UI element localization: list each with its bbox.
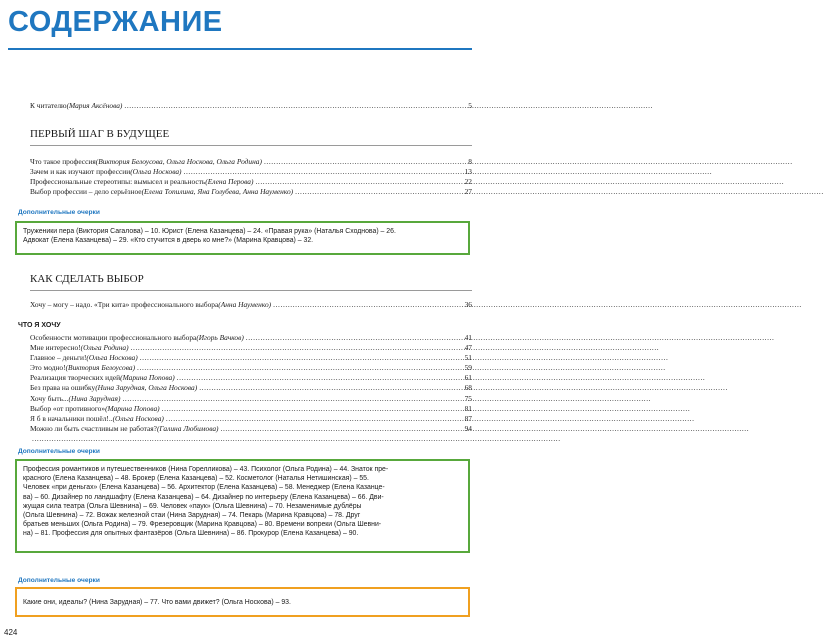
extra-essays-box: Труженики пера (Виктория Сагалова) – 10. Юрист (Елена Казанцева) – 24. «Правая рука» (Наталья Сходнова) – 26. Адвокат (Елена Казанцева) – 29. «Кто стучится в дверь ко мне?» (Марина Кравцова) – 32. (15, 221, 470, 255)
toc-row[interactable] (30, 434, 472, 444)
toc-section-2 (30, 333, 472, 444)
toc-row[interactable]: Выбор профессии – дело серьёзное (Елена Топилина, Яна Голубева, Анна Науменко) ..... 27 (30, 187, 472, 197)
extra-essays-label: Дополнительные очерки (18, 577, 100, 584)
toc-row[interactable]: Мне интересно! (Ольга Родина) ..... 47 (30, 343, 472, 353)
title-rule (8, 48, 472, 50)
toc-row[interactable]: Можно ли быть счастливым не работая? (Галина Любимова) ..... 94 (30, 424, 472, 434)
toc-row[interactable]: Главное – деньги! (Ольга Носкова) ..... 51 (30, 353, 472, 363)
toc-row[interactable]: Я б в начальники пошёл!.. (Ольга Носкова) ..... 87 (30, 414, 472, 424)
extra-essays-label: Дополнительные очерки (18, 448, 100, 455)
toc-row[interactable]: Зачем и как изучают профессии (Ольга Носкова) ..... 13 (30, 167, 472, 177)
toc-row[interactable]: Без права на ошибку (Нина Зарудная, Ольга Носкова) ..... 68 (30, 383, 472, 393)
toc-row[interactable]: Выбор «от противного» (Марина Попова) ..... 81 (30, 404, 472, 414)
toc-row[interactable]: Это модно! (Виктория Белоусова) ..... 59 (30, 363, 472, 373)
toc-row[interactable]: Профессиональные стереотипы: вымысел и реальность (Елена Перова) ..... 22 (30, 177, 472, 187)
section-rule (30, 290, 472, 291)
toc-section-1 (30, 157, 472, 197)
subsection-heading: ЧТО Я ХОЧУ (18, 322, 61, 329)
toc-row[interactable]: Хочу – могу – надо. «Три кита» профессионального выбора (Анна Науменко) ..... 36 (30, 300, 472, 310)
extra-essays-box: Профессия романтиков и путешественников (Нина Горелликова) – 43. Психолог (Ольга Родина) – 44. Знаток пре- красного (Елена Казанцева) – 48. Брокер (Елена Казанцева) – 52. Косметолог (Наталья Нетишинская) – 55. Человек «при деньгах» (Елена Казанцева) – 56. Архитектор (Елена Казанцева) – 58. Менеджер (Елена Казанце- ва) – 60. Дизайнер по ландшафту (Елена Казанцева) – 64. Дизайнер по интерьеру (Елена Казанцева) – 66. Дви- жущая сила театра (Ольга Шевнина) – 69. Человек «паук» (Ольга Шевнина) – 70. Незаменимые дублёры (Ольга Шевнина) – 72. Вожак железной стаи (Нина Зарудная) – 74. Пекарь (Марина Кравцова) – 78. Друг братьев меньших (Ольга Родина) – 79. Фрезеровщик (Марина Кравцова) – 80. Времени вопреки (Ольга Шевни- на) – 81. Профессия для опытных фантазёров (Ольга Шевнина) – 86. Прокурор (Елена Казанцева) – 90. (15, 459, 470, 553)
extra-essays-box: Какие они, идеалы? (Нина Зарудная) – 77. Что вами движет? (Ольга Носкова) – 93. (15, 587, 470, 617)
toc-intro (30, 101, 472, 111)
section-heading: КАК СДЕЛАТЬ ВЫБОР (30, 273, 144, 285)
section-heading: ПЕРВЫЙ ШАГ В БУДУЩЕЕ (30, 128, 170, 140)
section-rule (30, 145, 472, 146)
page-number: 424 (4, 628, 18, 637)
page-title: СОДЕРЖАНИЕ (8, 6, 223, 38)
toc-row[interactable]: Хочу быть... (Нина Зарудная) ..... 75 (30, 394, 472, 404)
toc-row[interactable]: Особенности мотивации профессионального выбора (Игорь Вачков) ..... 41 (30, 333, 472, 343)
toc-section-2-lead (30, 300, 472, 310)
toc-row[interactable]: Что такое профессия (Виктория Белоусова, Ольга Носкова, Ольга Родина) ..... 8 (30, 157, 472, 167)
extra-essays-label: Дополнительные очерки (18, 209, 100, 216)
toc-row[interactable]: Реализация творческих идей (Марина Попова) ..... 61 (30, 373, 472, 383)
toc-row[interactable]: К читателю (Мария Аксёнова) ..... 5 (30, 101, 472, 111)
